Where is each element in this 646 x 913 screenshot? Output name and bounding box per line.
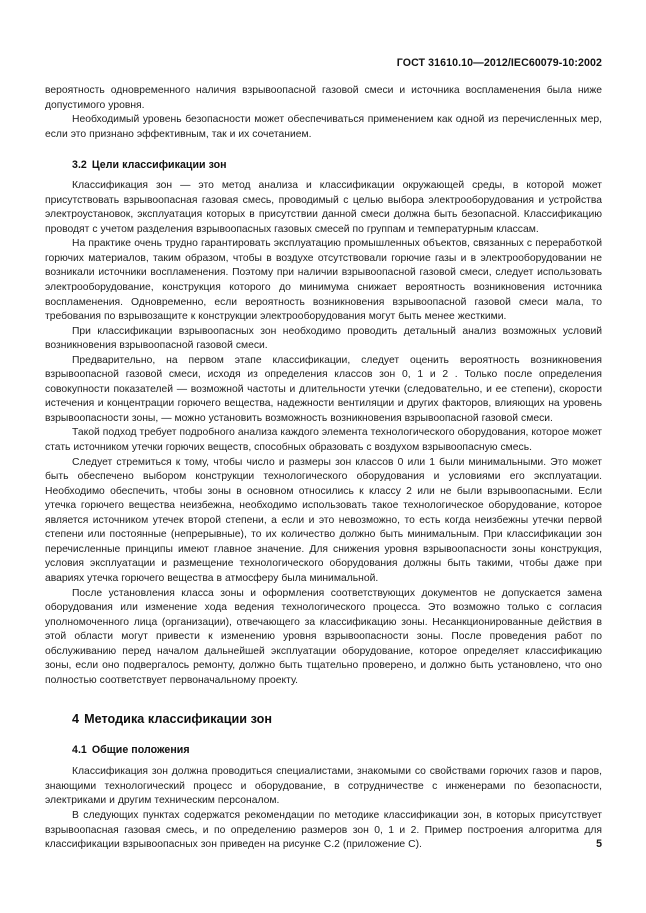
clause-3-2-paragraph-1: Классификация зон — это метод анализа и классификации окружающей среды, в которой может присутствовать взрывоопасная газовая смесь, проводимый с целью выбора электрооборудования и устройства электроустановок, эксплуатация которых в присутствии данной смеси должна быть безопасной. Классификацию проводят с учетом разделения взрывоопасных газовых смесей по группам и температурным классам. bbox=[45, 180, 602, 235]
clause-3-2-title: Цели классификации зон bbox=[91, 159, 227, 172]
clause-3-2-paragraph-2: На практике очень трудно гарантировать эксплуатацию промышленных объектов, связанных с переработкой горючих материалов, таким образом, чтобы в воздухе отсутствовали горючие газы и в электрооборудовании не возникали источники воспламенения. Поэтому при наличии взрывоопасной газовой смеси, следует использовать электрооборудование, конструкция которого до минимума снижает вероятность возникновения источника воспламенения. Одновременно, если вероятность возникновения взрывоопасной газовой смеси мала, то требования по взрывозащите к конструкции электрооборудования могут быть менее жесткими. bbox=[45, 238, 602, 323]
clause-3-2-paragraph-6: Следует стремиться к тому, чтобы число и размеры зон классов 0 или 1 были минимальными. Это может быть обеспечено выбором конструкции технологического оборудования и условиями его эксплуатации. Необходимо обеспечить, чтобы зоны в основном относились к классу 2 или не были взрывоопасными. Если утечка горючего вещества неизбежна, необходимо использовать такое технологическое оборудование, которое является источником утечек второй степени, а если и это невозможно, то есть когда неизбежны утечки первой степени или постоянные (непрерывные), то их количество должно быть минимальным. При классификации зон перечисленные принципы имеют главное значение. Для снижения уровня взрывоопасности зоны конструкция, условия эксплуатации и размещение технологического оборудования должны быть такими, чтобы даже при авариях утечка горючего вещества в атмосферу была минимальной. bbox=[45, 456, 602, 584]
continued-paragraph: вероятность одновременного наличия взрывоопасной газовой смеси и источника воспламенения была ниже допустимого уровня. bbox=[45, 85, 602, 111]
clause-3-2-paragraph-4: Предварительно, на первом этапе классификации, следует оценить вероятность возникновения взрывоопасной газовой смеси, исходя из определения классов зон 0, 1 и 2 . Только после определения совокупности показателей — возможной частоты и длительности утечки (следовательно, и ее степени), скорости истечения и концентрации горючего вещества, надежности вентиляции и других факторов, влияющих на уровень взрывоопасности зоны, — можно установить возможность возникновения взрывоопасной газовой смеси. bbox=[45, 354, 602, 424]
clause-4-1-paragraph-2: В следующих пунктах содержатся рекомендации по методике классификации зон, в которых присутствует взрывоопасная газовая смесь, и по определению размеров зон 0, 1 и 2. Пример построения алгоритма для классификации взрывоопасных зон приведен на рисунке С.2 (приложение С). bbox=[45, 809, 602, 851]
section-4-title: Методика классификации зон bbox=[84, 712, 273, 727]
paragraph-safety-level: Необходимый уровень безопасности может обеспечиваться применением как одной из перечисленных мер, если это признано эффективным, так и их сочетанием. bbox=[45, 114, 602, 140]
heading-clause-3-2 bbox=[45, 142, 602, 179]
clause-3-2-number: 3.2 bbox=[72, 159, 87, 172]
clause-3-2-paragraph-3: При классификации взрывоопасных зон необходимо проводить детальный анализ возможных условий возникновения взрывоопасной газовой смеси. bbox=[45, 325, 602, 352]
clause-4-1-paragraph-1: Классификация зон должна проводиться специалистами, знакомыми со свойствами горючих газов и паров, знающими технологический процесс и оборудование, в сотрудничестве с инженерами по безопасности, электриками и другим техническим персоналом. bbox=[45, 766, 602, 807]
clause-4-1-number: 4.1 bbox=[72, 744, 87, 757]
running-header-standard-number: ГОСТ 31610.10—2012/IEC60079-10:2002 bbox=[396, 57, 602, 69]
heading-clause-4-1 bbox=[45, 739, 602, 765]
heading-section-4 bbox=[45, 688, 602, 739]
page-body-text-column bbox=[45, 84, 602, 853]
clause-3-2-paragraph-7: После установления класса зоны и оформления соответствующих документов не допускается замена оборудования или изменение хода ведения технологического процесса. Это возможно только с согласия уполномоченного лица (организации), отвечающего за классификацию зоны. Несанкционированные действия в этой области могут привести к изменению уровня взрывоопасности зоны. После проведения работ по обслуживанию перед началом дальнейшей эксплуатации оборудование, которое определяет классификацию зоны, если оно подвергалось ремонту, должно быть тщательно проверено, и должно быть установлено, что оно полностью соответствует первоначальному проекту. bbox=[45, 587, 602, 686]
page-number: 5 bbox=[596, 838, 602, 850]
clause-4-1-title: Общие положения bbox=[91, 744, 190, 757]
clause-3-2-paragraph-5: Такой подход требует подробного анализа каждого элемента технологического оборудования, которое может стать источником утечки горючих веществ, способных образовать с воздухом взрывоопасную смесь. bbox=[45, 427, 602, 454]
section-4-number: 4 bbox=[72, 712, 80, 727]
